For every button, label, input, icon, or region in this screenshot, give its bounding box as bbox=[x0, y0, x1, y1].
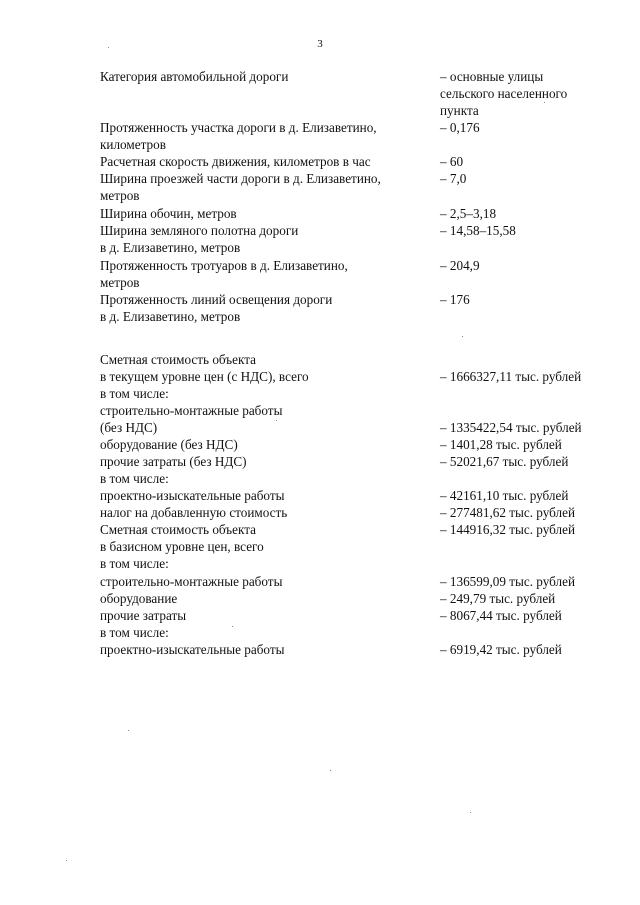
cost-base-title: Сметная стоимость объекта в базисном уровне цен, всего bbox=[100, 522, 264, 554]
cost-base-equip-value: – 249,79 тыс. рублей bbox=[440, 591, 556, 606]
cost-base-equip-label: оборудование bbox=[100, 591, 178, 606]
scan-speck bbox=[544, 102, 545, 103]
cost-current-smr-label: строительно-монтажные работы (без НДС) bbox=[100, 403, 283, 435]
cost-current-vat-value: – 277481,62 тыс. рублей bbox=[440, 505, 576, 520]
cost-current-total: – 1666327,11 тыс. рублей bbox=[440, 369, 582, 384]
cost-base-pir-value: – 6919,42 тыс. рублей bbox=[440, 642, 562, 657]
cost-base-total: – 144916,32 тыс. рублей bbox=[440, 522, 576, 537]
scan-speck bbox=[462, 336, 463, 337]
scan-speck bbox=[276, 420, 277, 421]
cost-current-title: Сметная стоимость объекта в текущем уровне цен (с НДС), всего bbox=[100, 352, 309, 384]
cost-current-equip-value: – 1401,28 тыс. рублей bbox=[440, 437, 562, 452]
sidewalk-length-value: – 204,9 bbox=[440, 258, 480, 273]
cost-current-equip-label: оборудование (без НДС) bbox=[100, 437, 238, 452]
lighting-length-value: – 176 bbox=[440, 292, 470, 307]
shoulder-width-value: – 2,5–3,18 bbox=[440, 206, 497, 221]
roadbed-width-label: Ширина земляного полотна дороги в д. Елизаветино, метров bbox=[100, 223, 299, 255]
scan-speck bbox=[128, 730, 129, 731]
scan-speck bbox=[66, 860, 67, 861]
road-category-label: Категория автомобильной дороги bbox=[100, 69, 289, 84]
lighting-length-label: Протяженность линий освещения дороги в д. Елизаветино, метров bbox=[100, 292, 333, 324]
cost-base-other-label: прочие затраты bbox=[100, 608, 187, 623]
cost-current-other-value: – 52021,67 тыс. рублей bbox=[440, 454, 569, 469]
page-number: 3 bbox=[317, 38, 323, 50]
shoulder-width-label: Ширина обочин, метров bbox=[100, 206, 237, 221]
road-length-label: Протяженность участка дороги в д. Елизаветино, километров bbox=[100, 120, 377, 152]
cost-current-pir-value: – 42161,10 тыс. рублей bbox=[440, 488, 569, 503]
cost-current-smr-value: – 1335422,54 тыс. рублей bbox=[440, 420, 582, 435]
carriageway-width-value: – 7,0 bbox=[440, 171, 467, 186]
cost-current-including-1: в том числе: bbox=[100, 386, 169, 401]
roadbed-width-value: – 14,58–15,58 bbox=[440, 223, 516, 238]
cost-base-including-1: в том числе: bbox=[100, 556, 169, 571]
road-category-value: – основные улицы сельского населенного пункта bbox=[440, 69, 568, 118]
scan-speck bbox=[108, 47, 109, 48]
cost-current-pir-label: проектно-изыскательные работы bbox=[100, 488, 285, 503]
cost-base-smr-value: – 136599,09 тыс. рублей bbox=[440, 574, 576, 589]
design-speed-value: – 60 bbox=[440, 154, 464, 169]
road-length-value: – 0,176 bbox=[440, 120, 480, 135]
cost-current-including-2: в том числе: bbox=[100, 471, 169, 486]
cost-base-smr-label: строительно-монтажные работы bbox=[100, 574, 283, 589]
cost-current-vat-label: налог на добавленную стоимость bbox=[100, 505, 288, 520]
design-speed-label: Расчетная скорость движения, километров в час bbox=[100, 154, 371, 169]
scan-speck bbox=[232, 626, 233, 627]
scan-speck bbox=[470, 812, 471, 813]
cost-current-other-label: прочие затраты (без НДС) bbox=[100, 454, 247, 469]
cost-base-other-value: – 8067,44 тыс. рублей bbox=[440, 608, 562, 623]
cost-base-pir-label: проектно-изыскательные работы bbox=[100, 642, 285, 657]
cost-base-including-2: в том числе: bbox=[100, 625, 169, 640]
scan-speck bbox=[330, 770, 331, 771]
sidewalk-length-label: Протяженность тротуаров в д. Елизаветино, метров bbox=[100, 258, 348, 290]
carriageway-width-label: Ширина проезжей части дороги в д. Елизаветино, метров bbox=[100, 171, 381, 203]
